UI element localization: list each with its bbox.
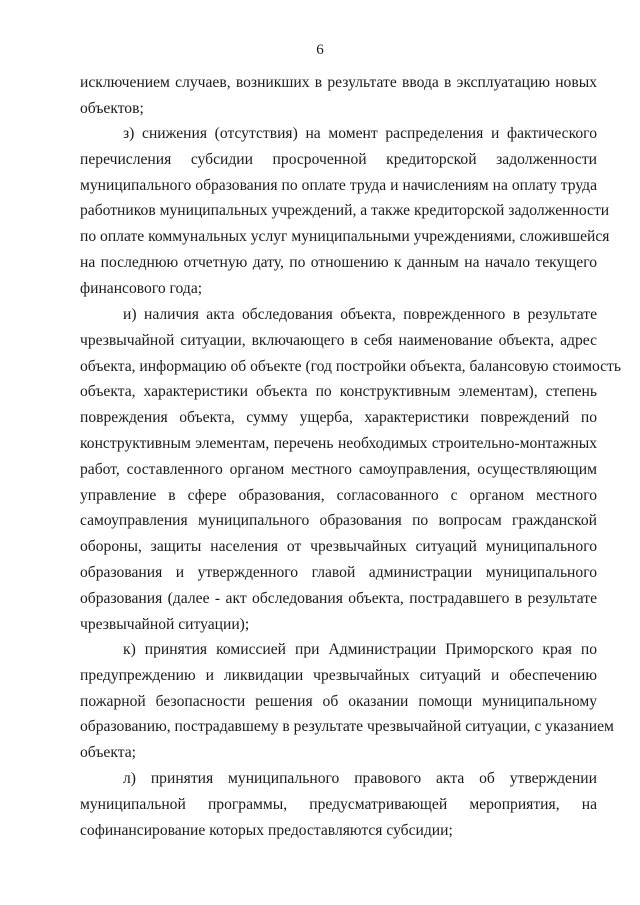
text-line: исключением случаев, возникших в результате ввода в эксплуатацию новых	[80, 74, 597, 91]
text-line: образования и утвержденного главой администрации муниципального	[80, 563, 597, 581]
text-line: работ, составленного органом местного самоуправления, осуществляющим	[80, 460, 597, 478]
text-line: обороны, защиты населения от чрезвычайных ситуаций муниципального	[80, 538, 597, 556]
paragraph-continuation	[80, 70, 597, 122]
text-line: конструктивным элементам, перечень необходимых строительно-монтажных	[80, 434, 597, 452]
text-line: финансового года;	[80, 279, 203, 297]
text-line: по оплате коммунальных услуг муниципальными учреждениями, сложившейся	[80, 228, 610, 246]
text-line: на последнюю отчетную дату, по отношению к данным на начало текущего	[80, 253, 597, 271]
text-line: работников муниципальных учреждений, а также кредиторской задолженности	[80, 202, 610, 220]
paragraph-item-i	[80, 302, 621, 637]
text-line: чрезвычайной ситуации);	[80, 615, 250, 633]
text-line: з) снижения (отсутствия) на момент распределения и фактического	[123, 125, 597, 142]
text-line: муниципальной программы, предусматривающей мероприятия, на	[80, 795, 597, 813]
text-line: образованию, пострадавшему в результате чрезвычайной ситуации, с указанием	[80, 718, 614, 736]
text-line: объекта, характеристики объекта по конструктивным элементам), степень	[80, 383, 597, 401]
text-line: и) наличия акта обследования объекта, поврежденного в результате	[123, 306, 597, 323]
text-line: к) принятия комиссией при Администрации Приморского края по	[123, 641, 597, 658]
text-line: объекта;	[80, 744, 136, 762]
text-line: управление в сфере образования, согласованного с органом местного	[80, 486, 597, 504]
text-line: перечисления субсидии просроченной кредиторской задолженности	[80, 150, 597, 168]
text-line: образования (далее - акт обследования объекта, пострадавшего в результате	[80, 589, 597, 607]
paragraph-item-z	[80, 121, 610, 302]
paragraph-item-k	[80, 637, 614, 766]
page-number: 6	[316, 42, 324, 58]
text-line: пожарной безопасности решения об оказании помощи муниципальному	[80, 692, 597, 710]
text-line: объектов;	[80, 99, 144, 117]
text-line: софинансирование которых предоставляются субсидии;	[80, 821, 453, 839]
text-line: повреждения объекта, сумму ущерба, характеристики повреждений по	[80, 409, 597, 427]
text-line: самоуправления муниципального образования по вопросам гражданской	[80, 512, 597, 530]
text-line: объекта, информацию об объекте (год постройки объекта, балансовую стоимость	[80, 357, 621, 375]
text-line: муниципального образования по оплате труда и начислениям на оплату труда	[80, 176, 597, 194]
text-line: чрезвычайной ситуации, включающего в себя наименование объекта, адрес	[80, 331, 597, 349]
text-line: л) принятия муниципального правового акта об утверждении	[123, 770, 597, 787]
text-line: предупреждению и ликвидации чрезвычайных ситуаций и обеспечению	[80, 666, 597, 684]
paragraph-item-l	[80, 766, 597, 843]
